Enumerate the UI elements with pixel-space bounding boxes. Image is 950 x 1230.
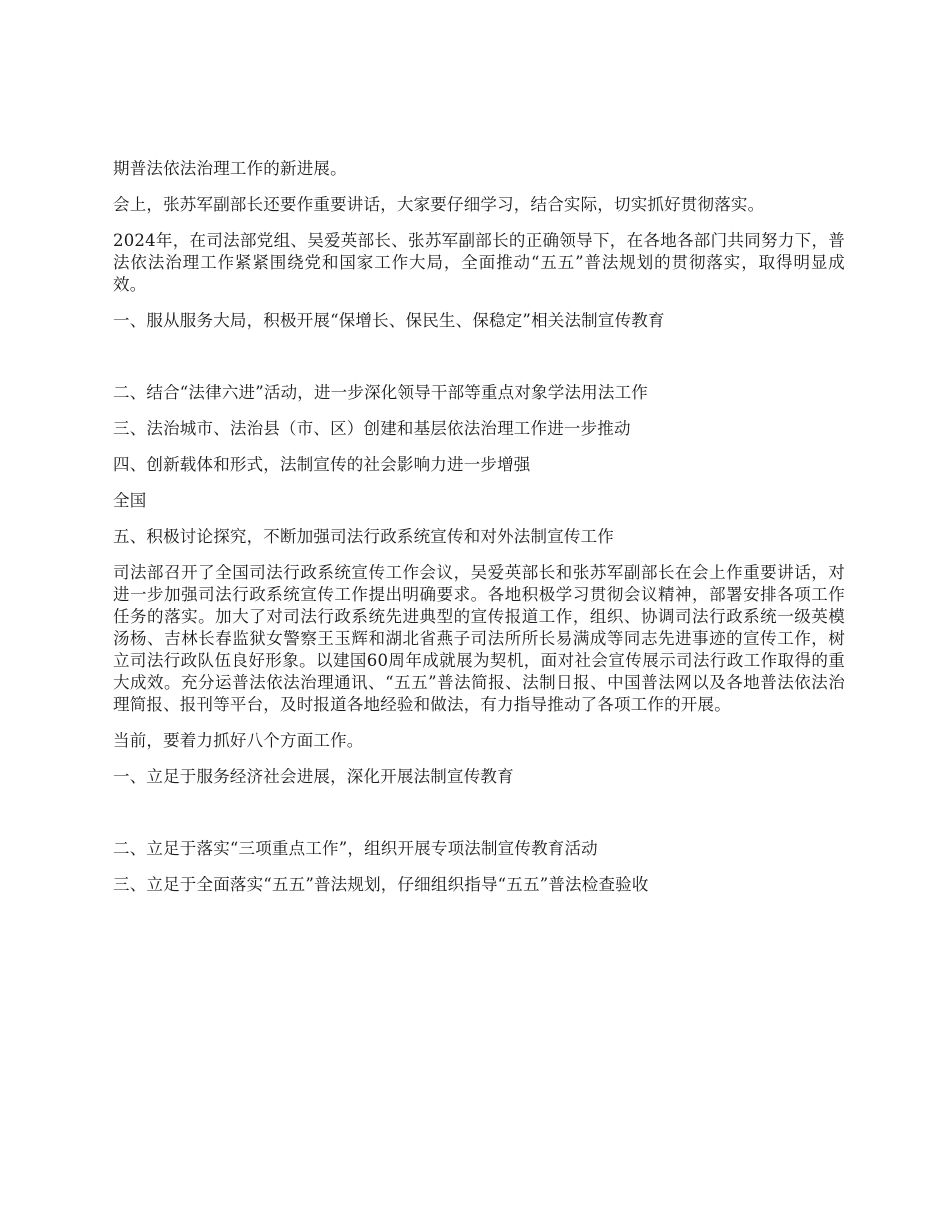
heading-item-5: 五、积极讨论探究，不断加强司法行政系统宣传和对外法制宣传工作 bbox=[113, 527, 614, 546]
task-item-2: 二、立足于落实“三项重点工作”，组织开展专项法制宣传教育活动 bbox=[113, 839, 598, 858]
task-item-1: 一、立足于服务经济社会进展，深化开展法制宣传教育 bbox=[113, 767, 514, 786]
paragraph-2024-summary: 2024年，在司法部党组、吴爱英部长、张苏军副部长的正确领导下，在各地各部门共同努力下，普法依法治理工作紧紧围绕党和国家工作大局，全面推动“五五”普法规划的贯彻落实，取得明显成效。 bbox=[113, 231, 845, 294]
paragraph-publicity-conference: 司法部召开了全国司法行政系统宣传工作会议，吴爱英部长和张苏军副部长在会上作重要讲话，对进一步加强司法行政系统宣传工作提出明确要求。各地积极学习贯彻会议精神，部署安排各项工作任务的落实。加大了对司法行政系统先进典型的宣传报道工作，组织、协调司法行政系统一级英模汤杨、吉林长春监狱女警察王玉辉和湖北省燕子司法所所长易满成等同志先进事迹的宣传工作，树立司法行政队伍良好形象。以建国60周年成就展为契机，面对社会宣传展示司法行政工作取得的重大成效。充分运普法依法治理通讯、“五五”普法简报、法制日报、中国普法网以及各地普法依法治理简报、报刊等平台，及时报道各地经验和做法，有力指导推动了各项工作的开展。 bbox=[113, 563, 845, 714]
heading-item-3: 三、法治城市、法治县（市、区）创建和基层依法治理工作进一步推动 bbox=[113, 419, 631, 438]
heading-item-1: 一、服从服务大局，积极开展“保增长、保民生、保稳定”相关法制宣传教育 bbox=[113, 311, 665, 330]
paragraph-nationwide: 全国 bbox=[113, 491, 147, 510]
paragraph-speech-note: 会上，张苏军副部长还要作重要讲话，大家要仔细学习，结合实际，切实抓好贯彻落实。 bbox=[113, 195, 765, 214]
heading-item-4: 四、创新载体和形式，法制宣传的社会影响力进一步增强 bbox=[113, 455, 531, 474]
paragraph-intro-continuation: 期普法依法治理工作的新进展。 bbox=[113, 159, 347, 178]
task-item-3: 三、立足于全面落实“五五”普法规划，仔细组织指导“五五”普法检查验收 bbox=[113, 875, 649, 894]
document-body bbox=[113, 158, 845, 910]
heading-item-2: 二、结合“法律六进”活动，进一步深化领导干部等重点对象学法用法工作 bbox=[113, 383, 648, 402]
paragraph-current-tasks: 当前，要着力抓好八个方面工作。 bbox=[113, 731, 364, 750]
